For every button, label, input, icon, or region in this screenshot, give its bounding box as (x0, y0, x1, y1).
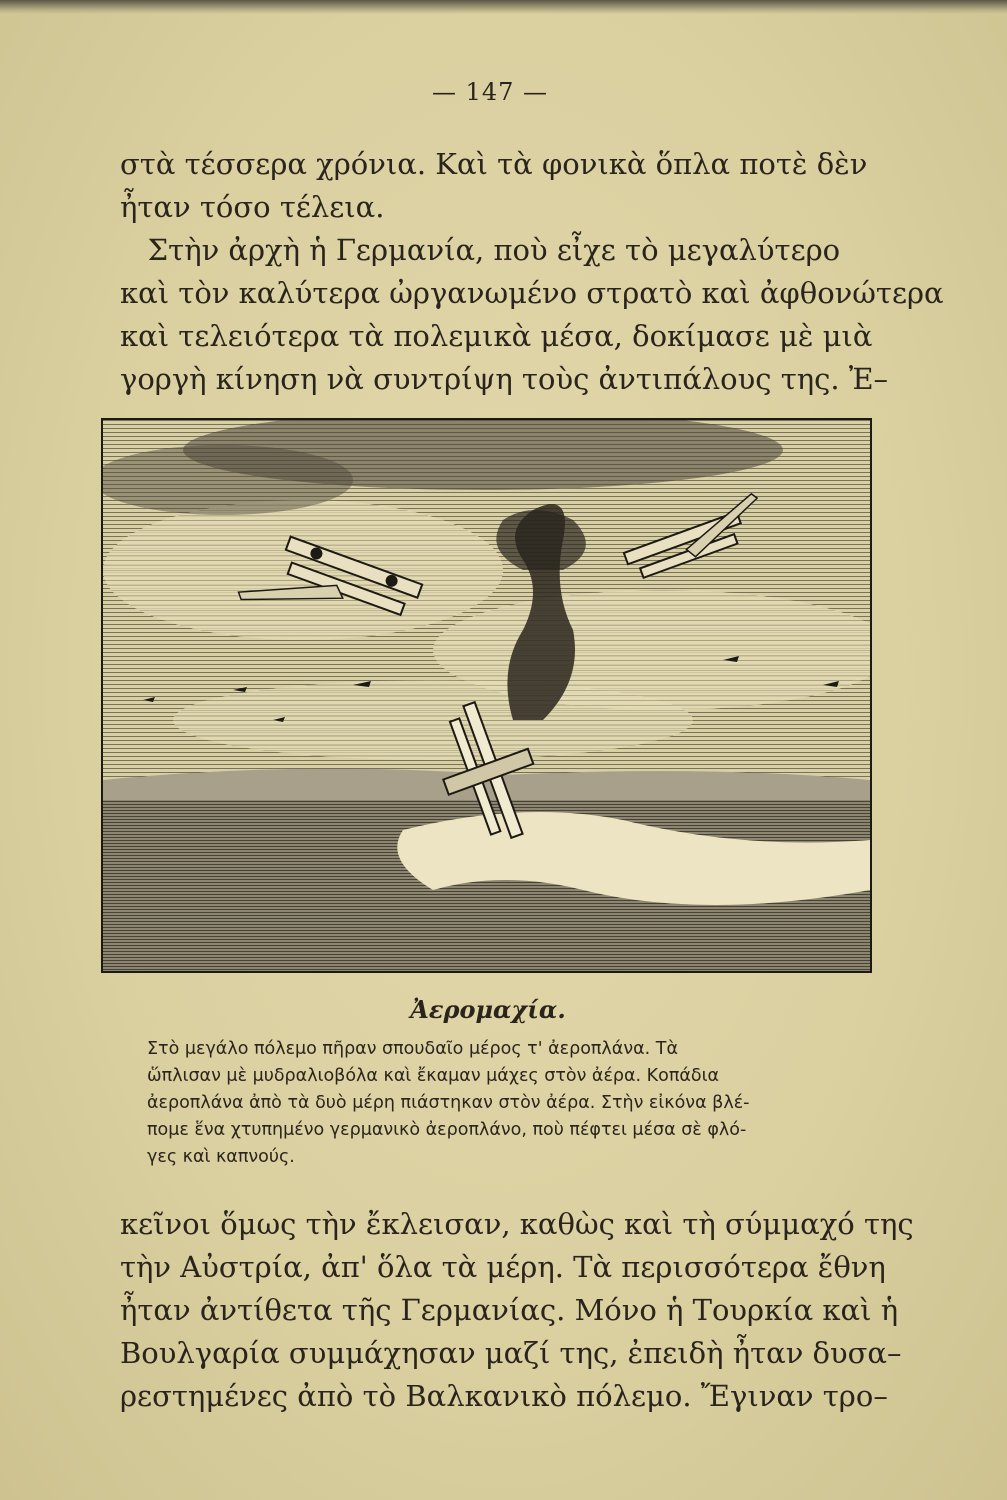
text-line: Στὴν ἀρχὴ ἡ Γερμανία, ποὺ εἶχε τὸ μεγαλύτερο (120, 233, 841, 267)
text-line: ἦταν ἀντίθετα τῆς Γερμανίας. Μόνο ἡ Τουρκία καὶ ἡ (120, 1293, 899, 1327)
bottom-paragraph (120, 1203, 914, 1418)
dogfight-illustration (101, 418, 872, 973)
text-line: στὰ τέσσερα χρόνια. Καὶ τὰ φονικὰ ὅπλα ποτὲ δὲν (120, 147, 868, 181)
top-paragraph (120, 143, 944, 401)
caption-line: Στὸ μεγάλο πόλεμο πῆραν σπουδαῖο μέρος τ' ἀεροπλάνα. Τὰ (147, 1039, 678, 1059)
figure-caption-title: Ἀερομαχία. (410, 995, 566, 1024)
text-line: κεῖνοι ὅμως τὴν ἔκλεισαν, καθὼς καὶ τὴ σύμμαχό της (120, 1207, 914, 1241)
text-line: ἦταν τόσο τέλεια. (120, 190, 385, 224)
figure-caption-text (147, 1036, 887, 1171)
text-line: τὴν Αὐστρία, ἀπ' ὅλα τὰ μέρη. Τὰ περισσότερα ἔθνη (120, 1250, 886, 1284)
page-number: — 147 — (431, 78, 549, 106)
text-line: γοργὴ κίνηση νὰ συντρίψη τοὺς ἀντιπάλους της. Ἐ– (120, 362, 889, 396)
text-line: καὶ τελειότερα τὰ πολεμικὰ μέσα, δοκίμασε μὲ μιὰ (120, 319, 873, 353)
text-line: ρεστημένες ἀπὸ τὸ Βαλκανικὸ πόλεμο. Ἔγιναν τρο– (120, 1379, 888, 1413)
caption-line: ἀεροπλάνα ἀπὸ τὰ δυὸ μέρη πιάστηκαν στὸν ἀέρα. Στὴν εἰκόνα βλέ- (147, 1093, 750, 1113)
text-line: Βουλγαρία συμμάχησαν μαζί της, ἐπειδὴ ἦταν δυσα– (120, 1336, 902, 1370)
page-top-edge (0, 0, 1007, 14)
text-line: καὶ τὸν καλύτερα ὠργανωμένο στρατὸ καὶ ἀφθονώτερα (120, 276, 944, 310)
caption-line: ὥπλισαν μὲ μυδραλιοβόλα καὶ ἔκαμαν μάχες στὸν ἀέρα. Κοπάδια (147, 1066, 720, 1086)
caption-line: πομε ἕνα χτυπημένο γερμανικὸ ἀεροπλάνο, ποὺ πέφτει μέσα σὲ φλό- (147, 1120, 747, 1140)
caption-line: γες καὶ καπνούς. (147, 1147, 295, 1167)
